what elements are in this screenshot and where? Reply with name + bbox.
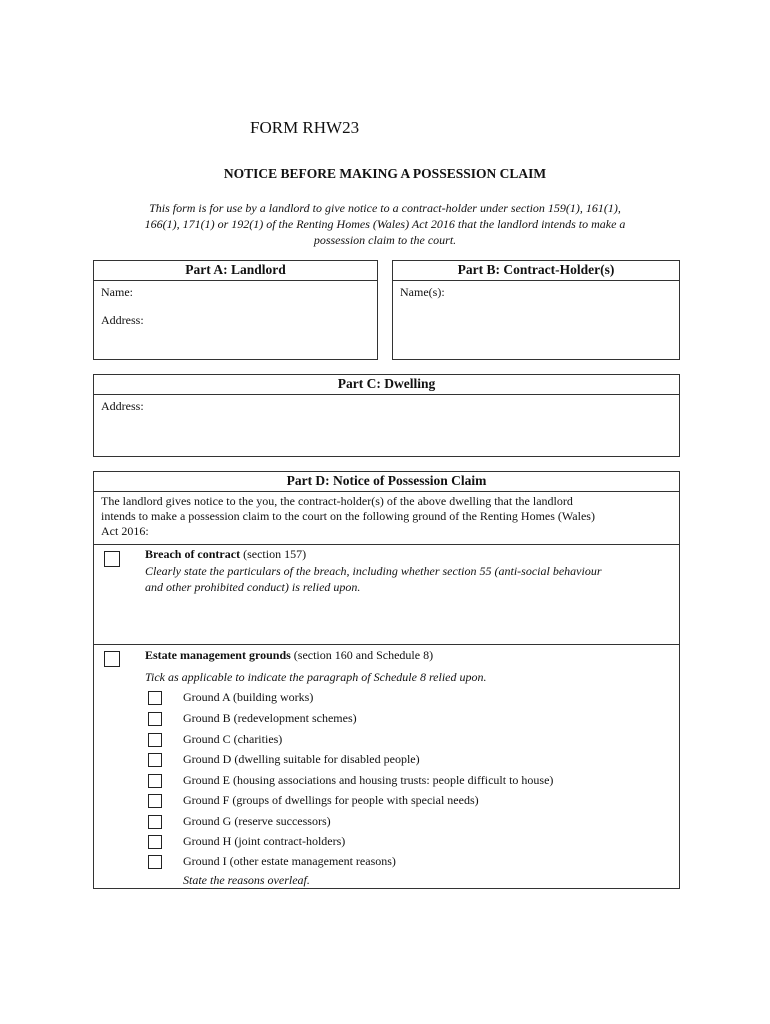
ground-i-checkbox[interactable]	[148, 855, 162, 869]
estate-title-bold: Estate management grounds	[145, 648, 291, 662]
estate-note: Tick as applicable to indicate the paragraph of Schedule 8 relied upon.	[145, 670, 487, 684]
ground-d-label: Ground D (dwelling suitable for disabled people)	[183, 752, 420, 766]
ground-i-overleaf-note: State the reasons overleaf.	[183, 873, 310, 887]
breach-note	[145, 563, 602, 595]
part-a-landlord	[93, 260, 378, 360]
breach-ref: (section 157)	[240, 547, 307, 561]
ground-a-row	[148, 690, 648, 708]
breach-note-line: Clearly state the particulars of the breach, including whether section 55 (anti-social behaviour	[145, 564, 602, 578]
breach-title-bold: Breach of contract	[145, 547, 241, 561]
ground-h-checkbox[interactable]	[148, 835, 162, 849]
ground-g-checkbox[interactable]	[148, 815, 162, 829]
ground-f-row	[148, 793, 648, 811]
estate-ref: (section 160 and Schedule 8)	[290, 648, 434, 662]
form-intro-line: possession claim to the court.	[313, 233, 457, 247]
ground-e-checkbox[interactable]	[148, 774, 162, 788]
ground-c-row	[148, 732, 648, 750]
ground-g-label: Ground G (reserve successors)	[183, 814, 331, 828]
form-intro-line: 166(1), 171(1) or 192(1) of the Renting Homes (Wales) Act 2016 that the landlord intends to make a	[144, 217, 626, 231]
landlord-name-label[interactable]: Name:	[101, 285, 133, 299]
estate-title	[145, 648, 433, 663]
part-c-dwelling	[93, 374, 680, 457]
ground-h-label: Ground H (joint contract-holders)	[183, 834, 346, 848]
ground-e-row	[148, 773, 648, 791]
part-d-intro	[94, 492, 679, 545]
ground-d-row	[148, 752, 648, 770]
ground-c-label: Ground C (charities)	[183, 732, 283, 746]
ground-i-label: Ground I (other estate management reasons)	[183, 854, 396, 868]
breach-of-contract-section	[94, 545, 679, 645]
form-id: FORM RHW23	[250, 118, 360, 137]
ground-a-checkbox[interactable]	[148, 691, 162, 705]
estate-management-section	[94, 645, 679, 889]
part-c-heading: Part C: Dwelling	[94, 375, 679, 395]
part-d-intro-line: intends to make a possession claim to the court on the following ground of the Renting Homes (Wales)	[101, 509, 595, 523]
part-d-intro-line: The landlord gives notice to the you, the contract-holder(s) of the above dwelling that the landlord	[101, 494, 573, 508]
ground-i-row	[148, 854, 648, 872]
part-d-intro-line: Act 2016:	[101, 524, 149, 538]
ground-d-checkbox[interactable]	[148, 753, 162, 767]
ground-b-label: Ground B (redevelopment schemes)	[183, 711, 357, 725]
dwelling-address-label[interactable]: Address:	[101, 399, 144, 413]
ground-c-checkbox[interactable]	[148, 733, 162, 747]
ground-f-label: Ground F (groups of dwellings for people with special needs)	[183, 793, 479, 807]
contract-holder-names-label[interactable]: Name(s):	[400, 285, 445, 299]
ground-h-row	[148, 834, 648, 852]
ground-a-label: Ground A (building works)	[183, 690, 314, 704]
ground-b-checkbox[interactable]	[148, 712, 162, 726]
part-b-heading: Part B: Contract-Holder(s)	[393, 261, 679, 281]
form-intro	[100, 200, 670, 248]
form-title: NOTICE BEFORE MAKING A POSSESSION CLAIM	[223, 166, 547, 181]
landlord-address-label[interactable]: Address:	[101, 313, 144, 327]
ground-g-row	[148, 814, 648, 832]
breach-note-line: and other prohibited conduct) is relied upon.	[145, 580, 361, 594]
ground-f-checkbox[interactable]	[148, 794, 162, 808]
breach-title	[145, 547, 306, 562]
breach-of-contract-checkbox[interactable]	[104, 551, 120, 567]
part-b-contract-holders	[392, 260, 680, 360]
part-d-heading: Part D: Notice of Possession Claim	[94, 472, 679, 492]
form-intro-line: This form is for use by a landlord to give notice to a contract-holder under section 159(1), 161(1),	[149, 201, 621, 215]
ground-e-label: Ground E (housing associations and housing trusts: people difficult to house)	[183, 773, 554, 787]
part-d-notice	[93, 471, 680, 889]
part-a-heading: Part A: Landlord	[94, 261, 377, 281]
ground-b-row	[148, 711, 648, 729]
estate-management-checkbox[interactable]	[104, 651, 120, 667]
